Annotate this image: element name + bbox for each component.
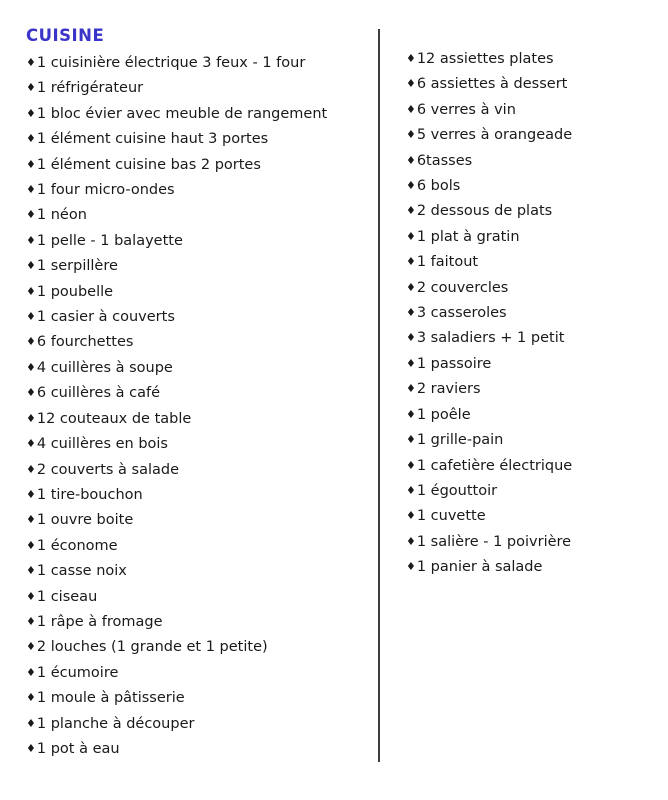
diamond-bullet-icon: ♦	[405, 179, 416, 193]
list-item-label: 1 cuvette	[416, 508, 486, 525]
list-item-label: 12 couteaux de table	[36, 410, 192, 427]
list-item	[26, 51, 370, 76]
list-item	[26, 76, 370, 101]
diamond-bullet-icon: ♦	[26, 81, 36, 95]
list-item	[26, 712, 370, 737]
list-item	[26, 381, 370, 406]
diamond-bullet-icon: ♦	[405, 128, 416, 142]
diamond-bullet-icon: ♦	[405, 407, 416, 421]
diamond-bullet-icon: ♦	[26, 716, 36, 730]
list-item-label: 1 élément cuisine haut 3 portes	[36, 131, 269, 148]
diamond-bullet-icon: ♦	[26, 538, 36, 552]
list-item-label: 1 casse noix	[36, 563, 127, 580]
diamond-bullet-icon: ♦	[26, 665, 36, 679]
list-item-label: 1 salière - 1 poivrière	[416, 533, 572, 550]
diamond-bullet-icon: ♦	[405, 382, 416, 396]
list-item-label: 1 grille-pain	[416, 432, 504, 449]
diamond-bullet-icon: ♦	[405, 77, 416, 91]
diamond-bullet-icon: ♦	[405, 153, 416, 167]
list-item-label: 1 plat à gratin	[416, 228, 520, 245]
list-item	[406, 403, 650, 428]
diamond-bullet-icon: ♦	[405, 204, 416, 218]
list-item	[26, 635, 370, 660]
diamond-bullet-icon: ♦	[26, 513, 36, 527]
list-item	[26, 102, 370, 127]
list-item-label: 1 four micro-ondes	[36, 182, 175, 199]
list-item-label: 2 couvercles	[416, 279, 509, 296]
list-item	[406, 199, 650, 224]
list-item	[406, 428, 650, 453]
diamond-bullet-icon: ♦	[405, 483, 416, 497]
list-item-label: 1 passoire	[416, 355, 492, 372]
diamond-bullet-icon: ♦	[405, 102, 416, 116]
list-item-label: 5 verres à orangeade	[416, 127, 573, 144]
list-item-label: 2 raviers	[416, 381, 481, 398]
diamond-bullet-icon: ♦	[26, 462, 36, 476]
list-item	[406, 555, 650, 580]
list-item-label: 1 serpillère	[36, 258, 118, 275]
list-item	[26, 737, 370, 762]
diamond-bullet-icon: ♦	[26, 589, 36, 603]
diamond-bullet-icon: ♦	[26, 614, 36, 628]
diamond-bullet-icon: ♦	[405, 52, 416, 65]
diamond-bullet-icon: ♦	[405, 509, 416, 523]
list-item	[406, 479, 650, 504]
list-item-label: 1 réfrigérateur	[36, 80, 144, 97]
list-item	[26, 407, 370, 432]
list-item-label: 3 saladiers + 1 petit	[416, 330, 565, 347]
list-item-label: 1 tire-bouchon	[36, 486, 143, 503]
list-item	[26, 153, 370, 178]
list-item	[26, 686, 370, 711]
diamond-bullet-icon: ♦	[405, 458, 416, 472]
list-item	[26, 356, 370, 381]
list-item	[406, 250, 650, 275]
list-item-label: 1 bloc évier avec meuble de rangement	[36, 105, 328, 122]
diamond-bullet-icon: ♦	[26, 487, 36, 501]
list-item-label: 1 écumoire	[36, 664, 119, 681]
diamond-bullet-icon: ♦	[26, 183, 36, 197]
list-item-label: 1 planche à découper	[36, 715, 195, 732]
list-item-label: 1 ciseau	[36, 588, 98, 605]
diamond-bullet-icon: ♦	[405, 229, 416, 243]
diamond-bullet-icon: ♦	[26, 233, 36, 247]
diamond-bullet-icon: ♦	[405, 306, 416, 320]
list-item-label: 1 casier à couverts	[36, 309, 175, 326]
list-item	[26, 229, 370, 254]
list-item	[406, 149, 650, 174]
list-item	[406, 454, 650, 479]
diamond-bullet-icon: ♦	[405, 534, 416, 548]
list-item-label: 1 néon	[36, 207, 87, 224]
kitchen-inventory-list-left	[26, 51, 370, 762]
diamond-bullet-icon: ♦	[405, 255, 416, 269]
diamond-bullet-icon: ♦	[26, 437, 36, 451]
diamond-bullet-icon: ♦	[26, 157, 36, 171]
list-item-label: 6 cuillères à café	[36, 385, 160, 402]
list-item-label: 1 ouvre boite	[36, 512, 134, 529]
list-item	[26, 254, 370, 279]
list-item	[406, 174, 650, 199]
list-item-label: 6tasses	[416, 152, 473, 169]
diamond-bullet-icon: ♦	[26, 386, 36, 400]
list-item-label: 2 couverts à salade	[36, 461, 180, 478]
list-item	[406, 377, 650, 402]
list-item	[26, 585, 370, 610]
diamond-bullet-icon: ♦	[405, 280, 416, 294]
list-item-label: 1 pot à eau	[36, 740, 120, 757]
list-item-label: 6 assiettes à dessert	[416, 76, 568, 93]
list-item-label: 1 moule à pâtisserie	[36, 690, 185, 707]
list-item	[26, 610, 370, 635]
diamond-bullet-icon: ♦	[26, 564, 36, 578]
list-item-label: 1 égouttoir	[416, 482, 498, 499]
diamond-bullet-icon: ♦	[26, 56, 36, 69]
list-item	[406, 276, 650, 301]
list-item-label: 1 cuisinière électrique 3 feux - 1 four	[36, 55, 306, 71]
list-item-label: 6 bols	[416, 178, 461, 195]
list-item	[406, 301, 650, 326]
diamond-bullet-icon: ♦	[26, 691, 36, 705]
list-item	[26, 280, 370, 305]
diamond-bullet-icon: ♦	[26, 335, 36, 349]
list-item	[406, 225, 650, 250]
list-item-label: 1 pelle - 1 balayette	[36, 232, 183, 249]
list-item	[26, 127, 370, 152]
list-item	[406, 47, 650, 72]
list-item-label: 1 élément cuisine bas 2 portes	[36, 156, 261, 173]
kitchen-inventory-list-right	[406, 47, 650, 581]
diamond-bullet-icon: ♦	[26, 640, 36, 654]
right-column	[380, 51, 650, 581]
list-item-label: 2 dessous de plats	[416, 203, 553, 220]
list-item	[26, 508, 370, 533]
list-item-label: 1 cafetière électrique	[416, 457, 573, 474]
list-item	[26, 458, 370, 483]
diamond-bullet-icon: ♦	[405, 433, 416, 447]
list-item	[26, 483, 370, 508]
diamond-bullet-icon: ♦	[26, 259, 36, 273]
diamond-bullet-icon: ♦	[26, 310, 36, 324]
list-item	[26, 305, 370, 330]
list-item	[406, 98, 650, 123]
list-item	[406, 530, 650, 555]
left-column	[18, 51, 378, 762]
diamond-bullet-icon: ♦	[405, 560, 416, 574]
list-item	[26, 534, 370, 559]
list-item-label: 1 panier à salade	[416, 559, 543, 576]
list-item	[406, 123, 650, 148]
list-item-label: 4 cuillères en bois	[36, 436, 168, 453]
list-item	[406, 352, 650, 377]
diamond-bullet-icon: ♦	[26, 284, 36, 298]
diamond-bullet-icon: ♦	[405, 356, 416, 370]
list-item	[26, 203, 370, 228]
diamond-bullet-icon: ♦	[26, 360, 36, 374]
list-item-label: 2 louches (1 grande et 1 petite)	[36, 639, 268, 656]
list-item-label: 6 verres à vin	[416, 101, 516, 118]
list-item	[26, 432, 370, 457]
diamond-bullet-icon: ♦	[26, 132, 36, 146]
list-item	[406, 504, 650, 529]
diamond-bullet-icon: ♦	[405, 331, 416, 345]
list-item	[26, 178, 370, 203]
list-item-label: 3 casseroles	[416, 305, 507, 322]
two-column-layout	[18, 51, 650, 762]
list-item-label: 1 économe	[36, 537, 118, 554]
list-item-label: 12 assiettes plates	[416, 51, 554, 67]
list-item-label: 1 râpe à fromage	[36, 613, 163, 630]
diamond-bullet-icon: ♦	[26, 411, 36, 425]
list-item	[406, 72, 650, 97]
list-item	[406, 326, 650, 351]
page-title: CUISINE	[26, 26, 105, 45]
list-item-label: 1 poubelle	[36, 283, 114, 300]
list-item	[26, 661, 370, 686]
list-item-label: 1 poêle	[416, 406, 471, 423]
list-item	[26, 559, 370, 584]
list-item-label: 6 fourchettes	[36, 334, 134, 351]
list-item-label: 1 faitout	[416, 254, 479, 271]
diamond-bullet-icon: ♦	[26, 208, 36, 222]
list-item-label: 4 cuillères à soupe	[36, 359, 173, 376]
list-item	[26, 330, 370, 355]
diamond-bullet-icon: ♦	[26, 741, 36, 755]
diamond-bullet-icon: ♦	[26, 106, 36, 120]
